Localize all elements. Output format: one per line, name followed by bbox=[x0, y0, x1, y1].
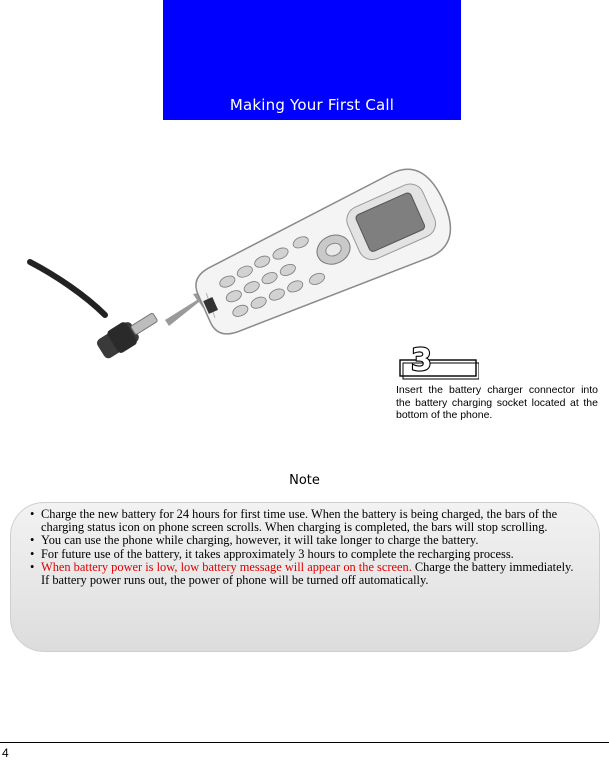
step-number: 3 bbox=[411, 343, 432, 378]
note-item: • You can use the phone while charging, however, it will take longer to charge the battery. bbox=[30, 534, 578, 547]
step-number-badge bbox=[397, 340, 479, 380]
page-title: Making Your First Call bbox=[229, 96, 395, 114]
step-caption: Insert the battery charger connector into the battery charging socket located at the bottom of the phone. bbox=[396, 384, 598, 421]
note-list bbox=[30, 508, 578, 587]
note-title: Note bbox=[289, 473, 320, 488]
page-number: 4 bbox=[2, 746, 9, 760]
note-item: • For future use of the battery, it takes approximately 3 hours to complete the recharging process. bbox=[30, 548, 578, 561]
note-item: • When battery power is low, low battery message will appear on the screen. Charge the battery immediately. If battery power runs out, the power of phone will be turned off automatically. bbox=[30, 561, 578, 587]
note-item: • Charge the new battery for 24 hours for first time use. When the battery is being charged, the bars of the charging status icon on phone screen scrolls. When charging is completed, the bars will stop scrolling. bbox=[30, 508, 578, 534]
note-warning-text: When battery power is low, low battery message will appear on the screen. bbox=[41, 559, 412, 574]
footer-divider bbox=[0, 742, 609, 743]
phone-with-charger-illustration bbox=[25, 150, 455, 370]
header-banner bbox=[163, 0, 461, 120]
